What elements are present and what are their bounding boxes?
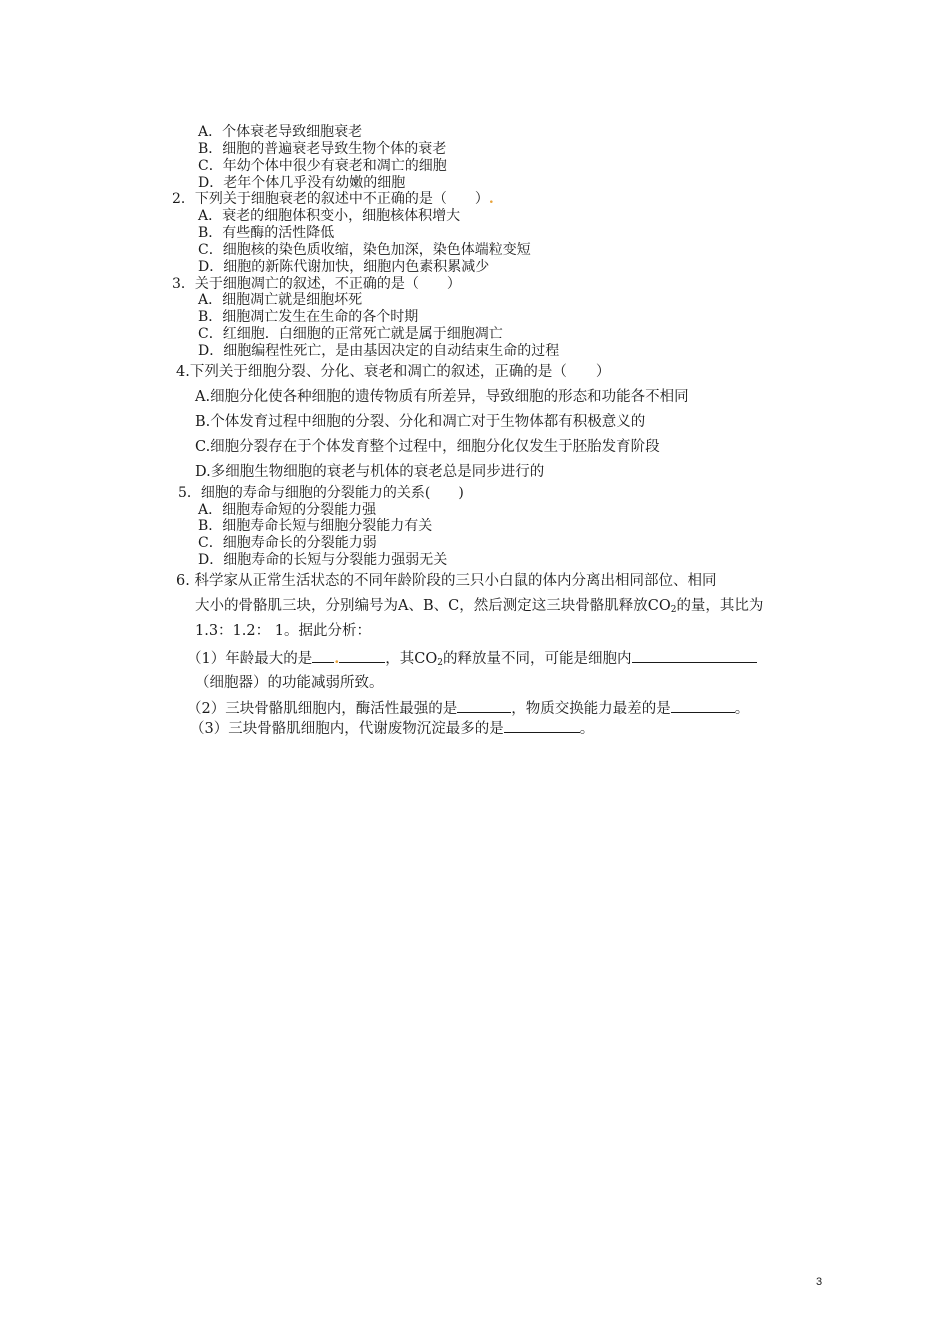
q5-stem: 5．细胞的寿命与细胞的分裂能力的关系( ) bbox=[178, 485, 464, 501]
q1-option-a: A．个体衰老导致细胞衰老 bbox=[198, 124, 363, 140]
q4-option-b: B.个体发育过程中细胞的分裂、分化和凋亡对于生物体都有积极意义的 bbox=[195, 414, 646, 430]
q6-line-2 bbox=[195, 596, 763, 616]
q4-option-a: A.细胞分化使各种细胞的遗传物质有所差异，导致细胞的形态和功能各不相同 bbox=[195, 389, 689, 405]
q3-option-d: D．细胞编程性死亡，是由基因决定的自动结束生命的过程 bbox=[198, 343, 560, 359]
q5-option-d: D．细胞寿命的长短与分裂能力强弱无关 bbox=[198, 552, 448, 568]
q1-option-b: B．细胞的普遍衰老导致生物个体的衰老 bbox=[198, 141, 447, 157]
q2-mark: . bbox=[488, 191, 494, 207]
q4-option-c: C.细胞分裂存在于个体发育整个过程中，细胞分化仅发生于胚胎发育阶段 bbox=[195, 439, 660, 455]
q5-option-b: B．细胞寿命长短与细胞分裂能力有关 bbox=[198, 518, 433, 534]
q6-sub2-b: ，物质交换能力最差的是 bbox=[511, 701, 671, 717]
q6-line-2a: 大小的骨骼肌三块，分别编号为A、B、C，然后测定这三块骨骼肌释放CO bbox=[195, 598, 671, 614]
q3-option-c: C．红细胞．白细胞的正常死亡就是属于细胞凋亡 bbox=[198, 326, 503, 342]
q6-sub1-blank-1[interactable] bbox=[312, 648, 334, 663]
q2-stem-text: 2．下列关于细胞衰老的叙述中不正确的是（ ） bbox=[172, 191, 489, 207]
q3-option-a: A．细胞凋亡就是细胞坏死 bbox=[198, 292, 363, 308]
q6-sub2-blank-1[interactable] bbox=[457, 698, 511, 713]
q6-sub2 bbox=[187, 698, 749, 719]
q2-option-d: D．细胞的新陈代谢加快，细胞内色素积累减少 bbox=[198, 259, 490, 275]
q3-option-b: B．细胞凋亡发生在生命的各个时期 bbox=[198, 309, 419, 325]
q6-sub1-b: ，其CO bbox=[385, 651, 438, 667]
q6-sub1-c: 的释放量不同，可能是细胞内 bbox=[443, 651, 632, 667]
q6-sub3-a: （3）三块骨骼肌细胞内，代谢废物沉淀最多的是 bbox=[190, 721, 504, 737]
q6-sub3-b: 。 bbox=[579, 721, 595, 737]
q4-option-d: D.多细胞生物细胞的衰老与机体的衰老总是同步进行的 bbox=[195, 464, 545, 480]
q3-stem: 3．关于细胞凋亡的叙述，不正确的是（ ） bbox=[172, 276, 461, 292]
q6-sub3 bbox=[190, 718, 594, 739]
q2-stem bbox=[172, 191, 494, 208]
q6-sub1 bbox=[187, 648, 757, 669]
q6-line-3: 1.3：1.2： 1。据此分析： bbox=[195, 623, 371, 639]
q6-line-2-sub: 2 bbox=[670, 605, 677, 615]
q5-option-a: A．细胞寿命短的分裂能力强 bbox=[198, 502, 377, 518]
q1-option-d: D．老年个体几乎没有幼嫩的细胞 bbox=[198, 175, 406, 191]
q6-sub1-mark: . bbox=[334, 650, 340, 667]
q2-option-c: C．细胞核的染色质收缩，染色加深，染色体端粒变短 bbox=[198, 242, 531, 258]
q6-sub2-c: 。 bbox=[734, 701, 750, 717]
q6-sub1-blank-2[interactable] bbox=[339, 648, 385, 663]
q6-line-2b: 的量，其比为 bbox=[676, 598, 764, 614]
q6-sub1-cont: （细胞器）的功能减弱所致。 bbox=[195, 675, 384, 691]
q1-option-c: C．年幼个体中很少有衰老和凋亡的细胞 bbox=[198, 158, 447, 174]
q2-option-a: A．衰老的细胞体积变小，细胞核体积增大 bbox=[198, 208, 461, 224]
q6-sub2-a: （2）三块骨骼肌细胞内，酶活性最强的是 bbox=[187, 701, 458, 717]
q6-sub1-blank-3[interactable] bbox=[632, 648, 757, 663]
q6-sub3-blank[interactable] bbox=[504, 718, 580, 733]
q6-line-1: 6. 科学家从正常生活状态的不同年龄阶段的三只小白鼠的体内分离出相同部位、相同 bbox=[176, 573, 717, 589]
q4-stem: 4.下列关于细胞分裂、分化、衰老和凋亡的叙述，正确的是（ ） bbox=[176, 364, 611, 380]
q6-sub2-blank-2[interactable] bbox=[671, 698, 735, 713]
q2-option-b: B．有些酶的活性降低 bbox=[198, 225, 335, 241]
q6-sub1-a: （1）年龄最大的是 bbox=[187, 651, 313, 667]
q6-sub1-sub: 2 bbox=[437, 658, 444, 668]
q5-option-c: C．细胞寿命长的分裂能力弱 bbox=[198, 535, 377, 551]
page-number: 3 bbox=[816, 1276, 823, 1288]
